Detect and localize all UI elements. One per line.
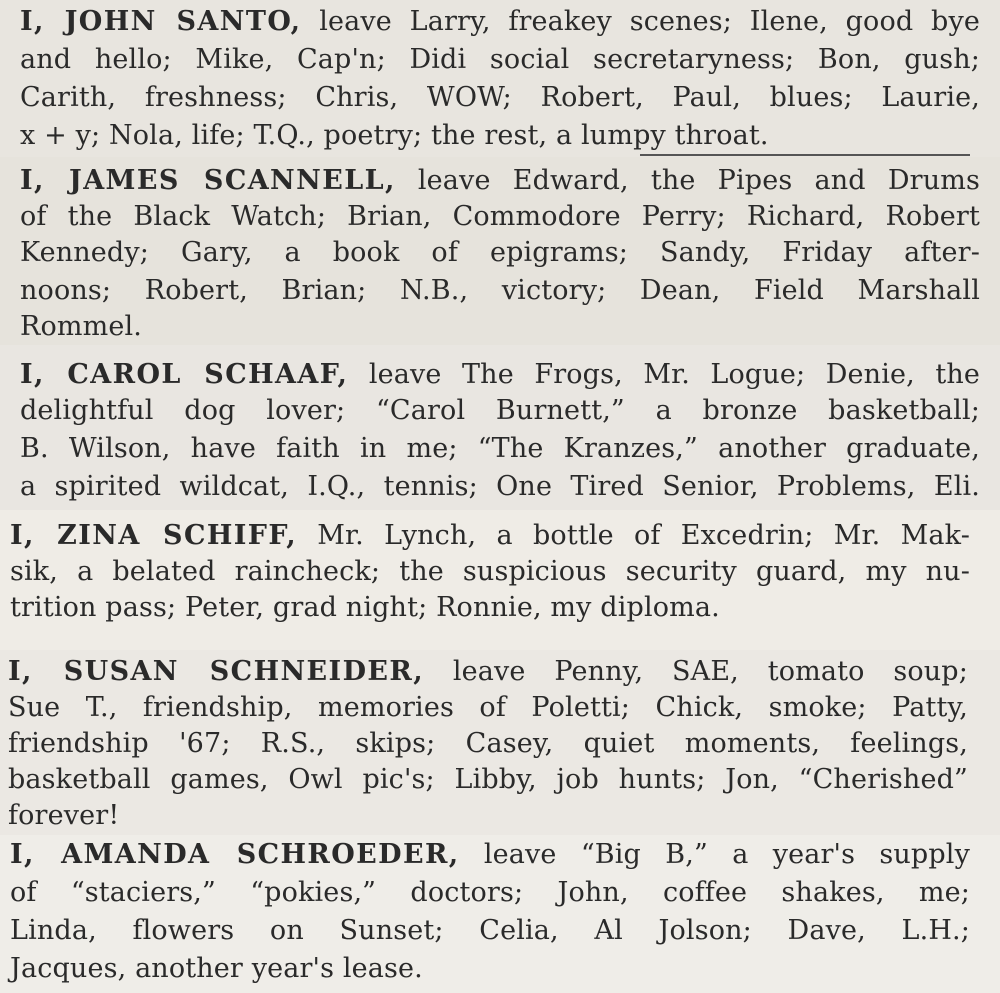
entry-line-1 <box>8 654 968 690</box>
entry-name: I, AMANDA SCHROEDER, <box>10 839 460 870</box>
entry-line-2: of the Black Watch; Brian, Commodore Perry; Richard, Robert <box>20 201 980 232</box>
entry-line-2: sik, a belated raincheck; the suspicious security guard, my nu- <box>10 556 970 587</box>
entry-text: leave The Frogs, Mr. Logue; Denie, the <box>348 359 980 390</box>
entry-name: I, ZINA SCHIFF, <box>10 520 297 551</box>
entry-line-3: trition pass; Peter, grad night; Ronnie, my diploma. <box>10 592 720 623</box>
entry-line-5: Rommel. <box>20 311 143 342</box>
entry-line-1 <box>10 518 970 554</box>
divider-rule <box>640 154 970 156</box>
will-entry-john-santo <box>0 0 1000 157</box>
entry-name: I, JOHN SANTO, <box>20 6 302 37</box>
entry-line-1 <box>20 357 980 393</box>
will-entry-amanda-schroeder <box>0 835 1000 993</box>
entry-line-2: and hello; Mike, Cap'n; Didi social secretaryness; Bon, gush; <box>20 44 980 75</box>
entry-line-4: Jacques, another year's lease. <box>10 953 423 984</box>
entry-line-3: Linda, flowers on Sunset; Celia, Al Jolson; Dave, L.H.; <box>10 915 970 946</box>
entry-name: I, CAROL SCHAAF, <box>20 359 349 390</box>
entry-text: leave Penny, SAE, tomato soup; <box>424 656 968 687</box>
entry-line-5: forever! <box>8 800 120 831</box>
entry-line-2: Sue T., friendship, memories of Poletti; Chick, smoke; Patty, <box>8 692 968 723</box>
will-entry-james-scannell <box>0 157 1000 345</box>
entry-text: leave Edward, the Pipes and Drums <box>395 165 980 196</box>
entry-line-3: Carith, freshness; Chris, WOW; Robert, Paul, blues; Laurie, <box>20 82 980 113</box>
will-entry-zina-schiff <box>0 510 1000 650</box>
entry-line-2: of “staciers,” “pokies,” doctors; John, coffee shakes, me; <box>10 877 970 908</box>
entry-text: Mr. Lynch, a bottle of Excedrin; Mr. Mak- <box>297 520 970 551</box>
entry-text: leave Larry, freakey scenes; Ilene, good bye <box>301 6 980 37</box>
entry-line-2: delightful dog lover; “Carol Burnett,” a bronze basketball; <box>20 395 980 426</box>
entry-line-4: x + y; Nola, life; T.Q., poetry; the rest, a lumpy throat. <box>20 120 769 151</box>
entry-line-3: B. Wilson, have faith in me; “The Kranzes,” another graduate, <box>20 433 980 464</box>
entry-line-3: Kennedy; Gary, a book of epigrams; Sandy, Friday after- <box>20 237 980 268</box>
will-entry-susan-schneider <box>0 650 1000 835</box>
entry-line-1 <box>10 837 970 873</box>
entry-line-4: basketball games, Owl pic's; Libby, job hunts; Jon, “Cherished” <box>8 764 968 795</box>
entry-text: leave “Big B,” a year's supply <box>459 839 970 870</box>
entry-name: I, JAMES SCANNELL, <box>20 165 396 196</box>
entry-line-1 <box>20 4 980 40</box>
will-entry-carol-schaaf <box>0 345 1000 510</box>
entry-line-1 <box>20 163 980 199</box>
entry-name: I, SUSAN SCHNEIDER, <box>8 656 424 687</box>
entry-line-4: a spirited wildcat, I.Q., tennis; One Tired Senior, Problems, Eli. <box>20 471 980 502</box>
entry-line-4: noons; Robert, Brian; N.B., victory; Dean, Field Marshall <box>20 275 980 306</box>
entry-line-3: friendship '67; R.S., skips; Casey, quiet moments, feelings, <box>8 728 968 759</box>
